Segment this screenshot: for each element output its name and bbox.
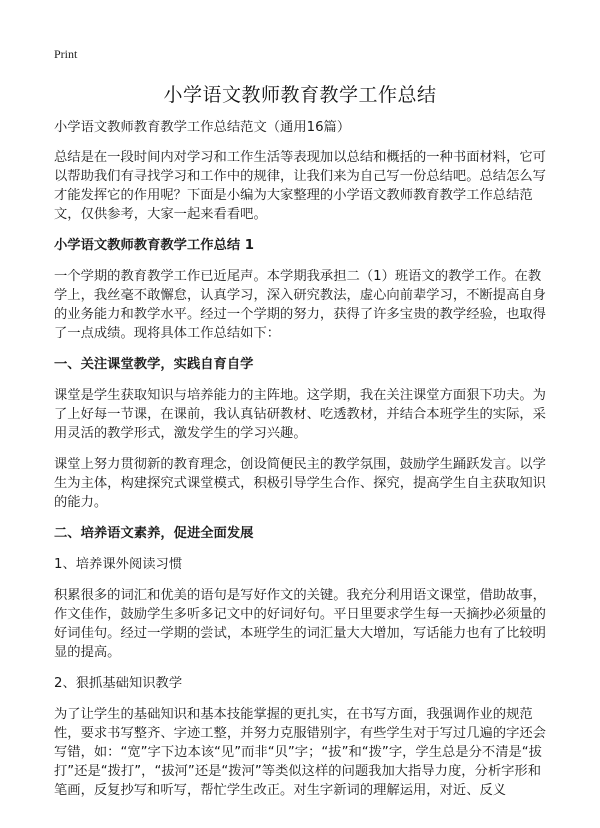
subheading-2: 2、狠抓基础知识教学	[54, 676, 183, 691]
document-title: 小学语文教师教育教学工作总结	[163, 84, 437, 106]
subheading-1-paragraph: 积累很多的词汇和优美的语句是写好作文的关键。我充分利用语文课堂，借助故事，作文佳作，鼓励学生多听多记文中的好词好句。平日里要求学生每一天摘抄必须量的好词佳句。经过一学期的尝试，本班学生的词汇量大大增加，写话能力也有了比较明显的提高。	[54, 588, 546, 660]
document-body	[54, 118, 554, 812]
heading-1: 一、关注课堂教学，实践自育自学	[54, 357, 254, 372]
heading-2: 二、培养语文素养，促进全面发展	[54, 526, 254, 541]
heading-1-paragraph-1: 课堂是学生获取知识与培养能力的主阵地。这学期，我在关注课堂方面狠下功夫。为了上好每一节课，在课前，我认真钻研教材、吃透教材，并结合本班学生的实际，采用灵活的教学形式，激发学生的学习兴趣。	[54, 388, 546, 441]
section-intro-paragraph: 一个学期的教育教学工作已近尾声。本学期我承担二（1）班语文的教学工作。在教学上，我丝毫不敢懈怠，认真学习，深入研究教法，虚心向前辈学习，不断提高自身的业务能力和教学水平。经过一个学期的努力，获得了许多宝贵的教学经验，也取得了一点成绩。现将具体工作总结如下：	[54, 269, 546, 341]
heading-1-paragraph-2: 课堂上努力贯彻新的教育理念，创设简便民主的教学氛围，鼓励学生踊跃发言。以学生为主体，构建探究式课堂模式，积极引导学生合作、探究，提高学生自主获取知识的能力。	[54, 457, 546, 510]
section-title: 小学语文教师教育教学工作总结 1	[54, 238, 255, 253]
subheading-1: 1、培养课外阅读习惯	[54, 557, 183, 572]
print-label: Print	[54, 47, 78, 61]
document-subtitle: 小学语文教师教育教学工作总结范文（通用16篇）	[54, 120, 351, 135]
subheading-2-paragraph: 为了让学生的基础知识和基本技能掌握的更扎实，在书写方面，我强调作业的规范性，要求书写整齐、字迹工整，并努力克服错别字，有些学生对于写过几遍的字还会写错，如：“宽”字下边本该“见”而非“贝”字；“拔”和“拨”字，学生总是分不清是“拔打”还是“拨打”，“拔河”还是“拨河”等类似这样的问题我加大指导力度，分析字形和笔画，反复抄写和听写，帮忙学生改正。对生字新词的理解运用，对近、反义	[54, 707, 546, 798]
intro-paragraph: 总结是在一段时间内对学习和工作生活等表现加以总结和概括的一种书面材料，它可以帮助我们有寻找学习和工作中的规律，让我们来为自己写一份总结吧。总结怎么写才能发挥它的作用呢？下面是小编为大家整理的小学语文教师教育教学工作总结范文，仅供参考，大家一起来看看吧。	[54, 150, 546, 222]
